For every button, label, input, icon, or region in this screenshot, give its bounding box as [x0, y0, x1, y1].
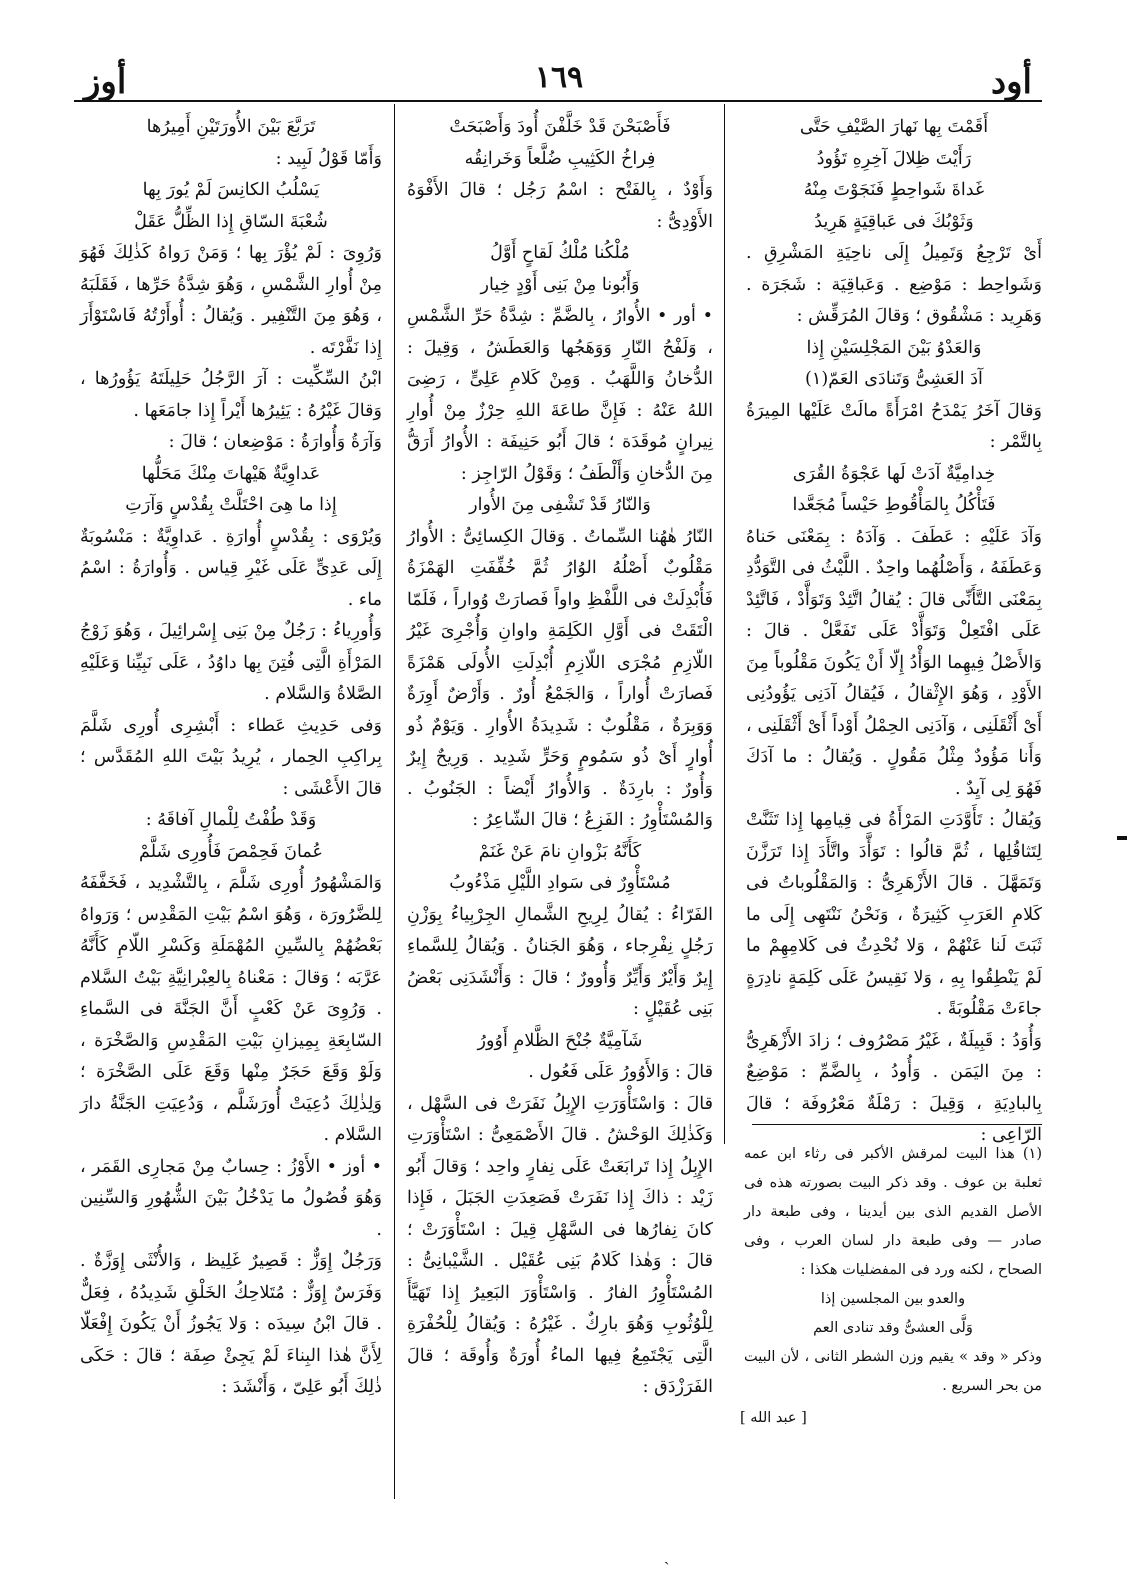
verse-line: كَأَنَّهُ بَزْوانِ نامَ عَنْ غَنَمْ	[478, 841, 642, 862]
paragraph: أَىْ تَرْجِعُ وَتَمِيلُ إِلَى ناحِيَةِ المَشْرِقِ . وَشَواحِط : مَوْضِع . وَعَباقِيَة : شَجَرَة . وَهَرِيد : مَشْقُوق ؛ وَقالَ المُرَقِّش :	[746, 243, 1042, 326]
footnote	[744, 1140, 1042, 1401]
page-header	[74, 56, 1042, 102]
verse-line: شَآمِيَّةٌ جُنْحَ الظَّلامِ أَوُورُ	[477, 1030, 643, 1051]
footnote-verse: والعدو بين المجلسين إذا	[820, 1291, 966, 1307]
verse-line: وَأَبُونا مِنْ بَنِى أَوْدٍ خِيار	[480, 274, 640, 295]
paragraph: وَالمَشْهُورُ أُورِى شَلَّمَ ، بِالتَّشْدِيد ، فَخَفَّفَهُ لِلضَّرُورَة ، وَهُوَ اسْمُ بَيْتِ المَقْدِس ؛ وَرَواهُ بَعْضُهُمْ بِالسِّينِ المُهْمَلَةِ وَكَسْرِ اللّامِ كَأَنَّهُ عَرَّبَه ؛ وَقالَ : مَعْناهُ بِالعِبْرانِيَّةِ بَيْتُ السَّلام . وَرُوِىَ عَنْ كَعْبٍ أَنَّ الجَنَّةَ فى السَّماءِ السّابِعَةِ بِمِيزانِ بَيْتِ المَقْدِسِ وَالصَّخْرَة ، وَلَوْ وَقَعَ حَجَرٌ مِنْها وَقَعَ عَلَى الصَّخْرَة ؛ وَلِذٰلِكَ دُعِيَتْ أُورَشَلَّم ، وَدُعِيَتِ الجَنَّةُ دارَ السَّلام .	[80, 873, 382, 1145]
entry-paragraph: • أوز • الأَوْزُ : حِسابٌ مِنْ مَجارِى القَمَر ، وَهُوَ فُصُولُ ما يَدْخُلُ بَيْنَ الشُّهُورِ وَالسِّنِين .	[80, 1156, 382, 1240]
verse-line: يَسْلُبُ الكانِسَ لَمْ يُورَ بِها	[142, 180, 320, 200]
verse-line: وَقَدْ طُفْتُ لِلْمالِ آفاقَهُ :	[145, 810, 317, 830]
verse-line: مُلْكُنا مُلْكُ لَقاحٍ أَوَّلُ	[490, 243, 630, 263]
header-right-word: أود	[990, 62, 1032, 102]
paragraph: الفَرّاءُ : يُقالُ لِرِيحِ الشَّمالِ الجِرْبِياءُ بِوَزْنِ رَجُلٍ نِفْرِجاء ، وَهُوَ الجَنانُ . وَيُقالُ لِلسَّماءِ إِيرٌ وَأَيْرٌ وَأَيِّرٌ وَأُوورٌ ؛ قالَ : وَأَنْشَدَنِى بَعْضُ بَنِى عُقَيْلٍ :	[407, 904, 713, 1019]
verse-line: آدَ العَشِىُّ وَتَنادَى العَمّ(١)	[805, 369, 983, 389]
column-middle	[407, 112, 713, 1507]
verse-line: أَقَمْتَ بِها نَهارَ الصَّيْفِ حَتَّى	[799, 117, 989, 137]
verse-line: تَرَبَّعَ بَيْنَ الأُورَتَيْنِ أَمِيرُها	[146, 117, 316, 137]
header-rule	[74, 100, 1042, 102]
paragraph: وَأَوْدٌ ، بِالفَتْح : اسْمُ رَجُل ؛ قالَ الأَفْوَهُ الأَوْدِىُّ :	[407, 180, 713, 232]
header-left-word: أوز	[84, 62, 127, 102]
footnote-text: (١) هذا البيت لمرقش الأكبر فى رثاء ابن عمه ثعلبة بن عوف . وقد ذكر البيت بصورته هذه فى الأصل القديم الذى بين أيدينا ، وفى طبعة دار صادر — وفى طبعة دار لسان العرب ، وفى الصحاح ، لكنه ورد فى المفضليات هكذا :	[744, 1146, 1042, 1278]
verse-line: فِراخُ الكَثِيبِ ضُلَّعاً وَخَرانِقُه	[464, 148, 656, 169]
paragraph: وَآدَ عَلَيْهِ : عَطَفَ . وَآدَهُ : بِمَعْنَى حَناهُ وَعَطَفَهُ ، وَأَصْلُهُما واحِدٌ . اللَّيْثُ فى التَّوَدُّدِ بِمَعْنَى التَّأَنِّى قالَ : يُقالُ اتَّئِدْ وَتَوَأَّدْ ، فَاتَّئِدْ عَلَى افْتَعِلْ وَتَوَأَّدْ عَلَى تَفَعَّلْ . قالَ : وَالأَصْلُ فِيهِما الوَأْدُ إِلّا أَنْ يَكُونَ مَقْلُوباً مِنَ الأَوْدِ ، وَهُوَ الإِثْقالُ ، فَيُقالُ آدَنِى يَؤُودُنِى أَىْ أَثْقَلَنِى ، وَآدَنِى الحِمْلُ أَوْداً أَىْ أَثْقَلَنِى ، وَأَنا مَؤُودٌ مِثْلُ مَقُولٍ . وَيُقالُ : ما آدَكَ فَهُوَ لِى آيِدٌ .	[746, 526, 1042, 799]
paragraph: قالَ : وَاسْتَأْوَرَتِ الإِبِلُ نَفَرَتْ فى السَّهْل ، وَكَذٰلِكَ الوَحْشُ . قالَ الأَصْمَعِىُّ : اسْتَأْوَرَتِ الإِبِلُ إِذا تَرابَعَتْ عَلَى نِفارٍ واحِد ؛ وَقالَ أَبُو زَيْد : ذاكَ إِذا نَفَرَتْ فَصَعِدَتِ الجَبَلَ ، فَإِذا كانَ نِفارُها فى السَّهْلِ قِيلَ : اسْتَأْوَرَتْ ؛ قالَ : وَهٰذا كَلامُ بَنِى عُقَيْل . الشَّيْبانِىُّ : المُسْتَأْوِرُ الفارُ . وَاسْتَأْوَرَ البَعِيرُ إِذا تَهَيَّأَ لِلْوُثُوبِ وَهُوَ بارِكٌ . غَيْرُهُ : وَيُقالُ لِلْحُفْرَةِ الَّتِى يَجْتَمِعُ فِيها الماءُ أُورَةٌ وَأُوقَة ؛ قالَ الفَرَزْدَق :	[407, 1093, 713, 1397]
verse-line: عَداوِيَّةٌ هَيْهاتَ مِنْكَ مَحَلُّها	[141, 463, 321, 484]
paragraph: وَأَمّا قَوْلُ لَبِيد :	[275, 148, 382, 169]
footnote-verse: وَلَّى العشىُّ وقد تنادى العم	[813, 1320, 973, 1336]
paragraph: وَفى حَدِيثِ عَطاء : أَبْشِرِى أُورِى شَلَّمَ بِراكِبِ الحِمار ، يُرِيدُ بَيْتَ اللهِ المُقَدَّس ؛ قالَ الأَعْشَى :	[80, 715, 382, 799]
print-mark: ˎ	[664, 1546, 670, 1565]
editor-signature: [ عبد الله ]	[740, 1410, 807, 1426]
paragraph: وَيُرْوَى : بِقُدْسٍ أُوارَةِ . عَداوِيَّةٌ : مَنْسُوبَةٌ إِلَى عَدِىٍّ عَلَى غَيْرِ قِياس . وَأُوارَةُ : اسْمُ ماء .	[80, 526, 382, 610]
page-number: ١٦٩	[534, 60, 584, 95]
footnote-note: وذكر « وقد » يقيم وزن الشطر الثانى ، لأن البيت من بحر السريع .	[744, 1349, 1042, 1394]
column-divider	[724, 104, 725, 1144]
paragraph: ابْنُ السِّكِّيت : آرَ الرَّجُلُ حَلِيلَتَهُ يَؤُورُها ، وَقالَ غَيْرُهُ : يَئِيرُها أَيْراً إِذا جامَعَها .	[80, 369, 382, 421]
verse-line: وَثَوْبُكَ فى عَباقِيَةٍ هَرِيدُ	[814, 211, 974, 232]
column-left	[80, 112, 382, 1507]
edge-mark	[1117, 836, 1127, 840]
paragraph: وَيُقالُ : تَأَوَّدَتِ المَرْأَةُ فى قِيامِها إِذا تَثَنَّتْ لِتَثاقُلِها ، ثُمَّ قالُوا : تَوَأَّدَ واتَّأَدَ إِذا تَرَزَّنَ وَتَمَهَّلَ . قالَ الأَزْهَرِىُّ : وَالمَقْلُوباتُ فى كَلامِ العَرَبِ كَثِيرَةٌ ، وَنَحْنُ نَنْتَهِى إِلَى ما ثَبَتَ لَنا عَنْهُمْ ، وَلا نُحْدِثُ فى كَلامِهِمْ ما لَمْ يَنْطِقُوا بِهِ ، وَلا نَقِيسُ عَلَى كَلِمَةٍ نادِرَةٍ جاءَتْ مَقْلُوبَةً .	[746, 810, 1042, 1019]
verse-line: فَأَصْبَحْنَ قَدْ خَلَّفْنَ أُودَ وَأَصْبَحَتْ	[449, 117, 671, 137]
verse-line: عُمانَ فَحِمْصَ فَأُورِى شَلَّمْ	[138, 841, 324, 862]
paragraph: وَأُوَدُ : قَبِيلَةٌ ، غَيْرُ مَصْرُوف ؛ زادَ الأَزْهَرِىُّ : مِنَ اليَمَن . وَأُودُ ، بِالضَّمِّ : مَوْضِعٌ بِالبادِيَةِ ، وَقِيلَ : رَمْلَةٌ مَعْرُوفَة ؛ قالَ الرّاعِى :	[746, 1030, 1042, 1145]
paragraph: النّارُ هٰهُنا السِّماتُ . وَقالَ الكِسائِىُّ : الأُوارُ مَقْلُوبٌ أَصْلُهُ الوُارُ ثُمَّ خُفِّفَتِ الهَمْزَةُ فَأُبْدِلَتْ فى اللَّفْظِ واواً فَصارَتْ وُواراً ، فَلَمّا الْتَقَتْ فى أَوَّلِ الكَلِمَةِ واوانِ وَأُجْرِىَ غَيْرُ اللّازِمِ مُجْرَى اللّازِمِ أُبْدِلَتِ الأُولَى هَمْزَةً فَصارَتْ أُواراً ، وَالجَمْعُ أُورٌ . وَأَرْضٌ أَوِرَةٌ وَوَبِرَةٌ ، مَقْلُوبٌ : شَدِيدَةُ الأُوارِ . وَيَوْمٌ ذُو أُوارٍ أَىْ ذُو سَمُومٍ وَحَرٍّ شَدِيد . وَرِيحٌ إِيرٌ وَأُورٌ : بارِدَةٌ . وَالأُوارُ أَيْضاً : الجَنُوبُ . وَالمُسْتَأْوِرُ : الفَزِعُ ؛ قالَ الشّاعِرُ :	[406, 526, 713, 830]
footnote-rule	[752, 1124, 1042, 1125]
verse-line: رَأَيْتَ ظِلالَ آخِرِهِ تَؤُودُ	[816, 148, 972, 169]
verse-line: إِذا ما هِىَ احْتَلَّتْ بِقُدْسٍ وَآرَتِ	[125, 495, 337, 515]
paragraph: قالَ : وَالأَوُورُ عَلَى فَعُول .	[528, 1062, 713, 1082]
paragraph: وَرُوِىَ : لَمْ يُؤْرَ بِها ؛ وَمَنْ رَواهُ كَذٰلِكَ فَهُوَ مِنْ أُوارِ الشَّمْسِ ، وَهُوَ شِدَّةُ حَرِّها ، فَقَلَبَهُ ، وَهُوَ مِنَ التَّنْفِير . وَيُقالُ : أُوأَرْتُهُ فَاسْتَوْأَرَ إِذا نَفَّرْتَه .	[80, 243, 382, 358]
verse-line: شُعْبَةَ السّاقِ إِذا الظِّلُّ عَقَلْ	[134, 211, 328, 232]
paragraph: وَآرَةُ وَأُوارَةُ : مَوْضِعان ؛ قالَ :	[168, 432, 382, 452]
verse-line: وَالعَدْوُ بَيْنَ المَجْلِسَيْنِ إِذا	[806, 337, 982, 358]
verse-line: خِدامِيَّةٌ آدَتْ لَها عَجْوَةُ القُرَى	[792, 463, 996, 484]
column-right	[746, 112, 1042, 1145]
entry-paragraph: • أور • الأُوارُ ، بِالضَّمِّ : شِدَّةُ حَرِّ الشَّمْسِ ، وَلَفْحُ النّارِ وَوَهَجُها وَالعَطَشُ ، وَقِيلَ : الدُّخانُ وَاللَّهَبُ . وَمِنْ كَلامِ عَلِىٍّ ، رَضِىَ اللهُ عَنْهُ : فَإِنَّ طاعَةَ اللهِ حِرْزٌ مِنْ أُوارِ نِيرانٍ مُوقَدَة ؛ قالَ أَبُو حَنِيفَة : الأُوارُ أَرَقُّ مِنَ الدُّخانِ وَأَلْطَفُ ؛ وَقَوْلُ الرّاجِز :	[407, 306, 713, 484]
verse-line: وَالنّارُ قَدْ تَشْفِى مِنَ الأُوار	[469, 495, 651, 515]
paragraph: وَرَجُلٌ إِوَزٌّ : قَصِيرٌ غَلِيظ ، وَالأُنْثَى إِوَزَّةٌ . وَفَرَسٌ إِوَزٌّ : مُتَلاحِكُ الخَلْقِ شَدِيدُهُ ، فِعَلٌّ . قالَ ابْنُ سِيدَه : وَلا يَجُوزُ أَنْ يَكُونَ إِفْعَلّا لِأَنَّ هٰذا البِناءَ لَمْ يَجِئْ صِفَة ؛ قالَ : حَكَى ذٰلِكَ أَبُو عَلِىّ ، وَأَنْشَدَ :	[80, 1251, 382, 1397]
paragraph: وَقالَ آخَرُ يَمْدَحُ امْرَأَةً مالَتْ عَلَيْها المِيرَةُ بِالتَّمْر :	[746, 400, 1042, 452]
paragraph: وَأُورِياءُ : رَجُلٌ مِنْ بَنِى إِسْرائِيلَ ، وَهُوَ زَوْجُ المَرْأَةِ الَّتِى فُتِنَ بِها داوُدُ ، عَلَى نَبِيِّنا وَعَلَيْهِ الصَّلاةُ وَالسَّلام .	[80, 621, 382, 704]
verse-line: فَتَأْكُلُ بِالمَأْقُوطِ حَيْساً مُجَعَّدا	[792, 495, 996, 515]
verse-line: غَداةَ شَواحِطٍ فَنَجَوْتَ مِنْهُ	[803, 180, 985, 200]
column-divider	[394, 104, 395, 1499]
verse-line: مُسْتَأْوِرٌ فى سَوادِ اللَّيْلِ مَذْءُوبُ	[449, 873, 671, 893]
